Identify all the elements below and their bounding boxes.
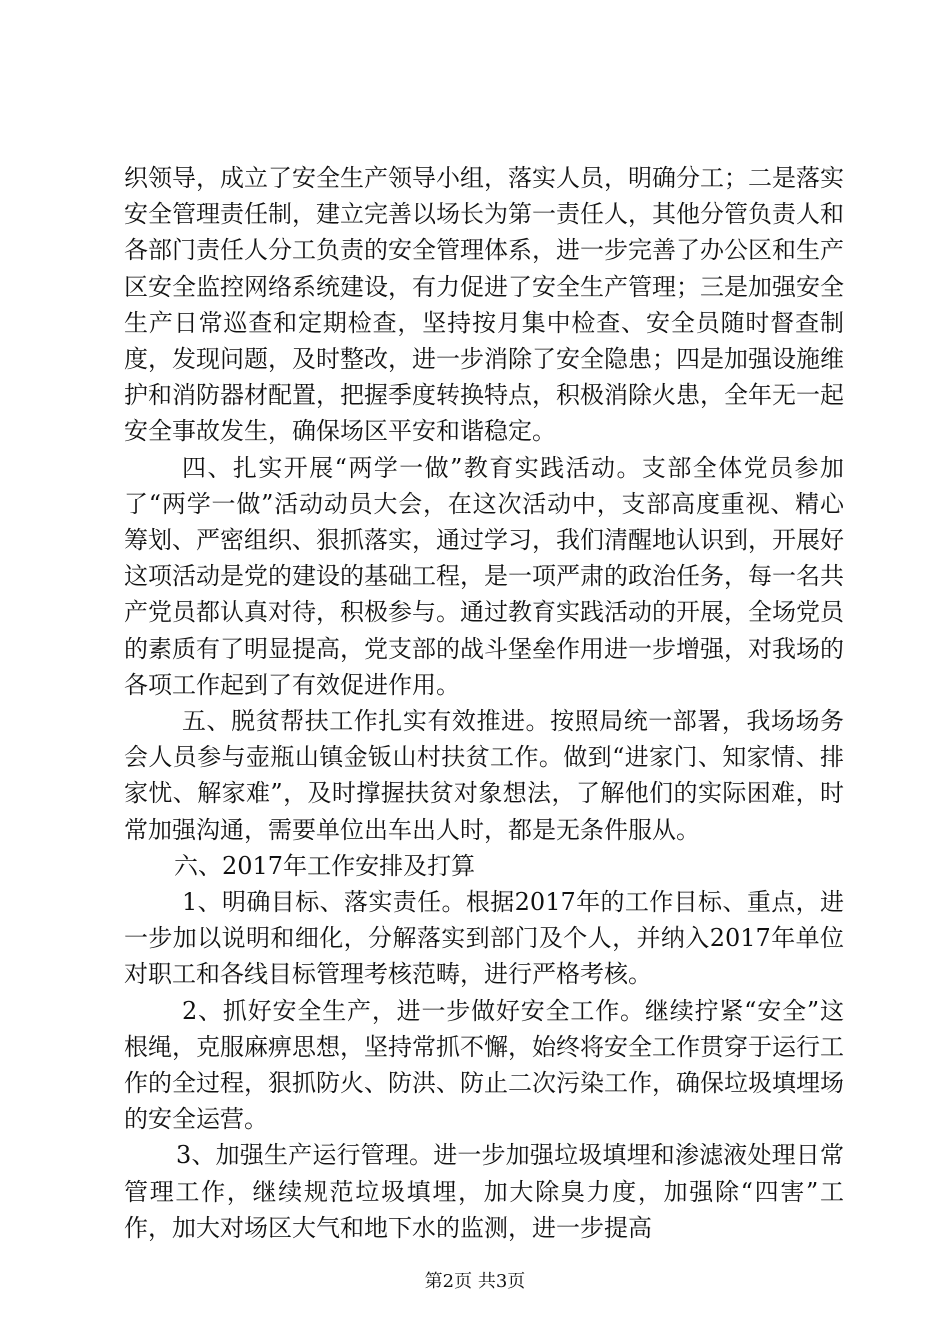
paragraph-item-three: 3、加强生产运行管理。进一步加强垃圾填埋和渗滤液处理日常管理工作，继续规范垃圾填埋，加大除臭力度，加强除“四害”工作，加大对场区大气和地下水的监测，进一步提高	[124, 1141, 844, 1242]
document-body	[124, 160, 844, 1246]
paragraph-safety-continued: 织领导，成立了安全生产领导小组，落实人员，明确分工；二是落实安全管理责任制，建立完善以场长为第一责任人，其他分管负责人和各部门责任人分工负责的安全管理体系，进一步完善了办公区和生产区安全监控网络系统建设，有力促进了安全生产管理；三是加强安全生产日常巡查和定期检查，坚持按月集中检查、安全员随时督查制度，发现问题，及时整改，进一步消除了安全隐患；四是加强设施维护和消防器材配置，把握季度转换特点，积极消除火患，全年无一起安全事故发生，确保场区平安和谐稳定。	[124, 164, 844, 446]
paragraph-item-two: 2、抓好安全生产，进一步做好安全工作。继续拧紧“安全”这根绳，克服麻痹思想，坚持常抓不懈，始终将安全工作贯穿于运行工作的全过程，狠抓防火、防洪、防止二次污染工作，确保垃圾填埋场的安全运营。	[124, 996, 844, 1134]
paragraph-item-one: 1、明确目标、落实责任。根据2017年的工作目标、重点，进一步加以说明和细化，分解落实到部门及个人，并纳入2017年单位对职工和各线目标管理考核范畴，进行严格考核。	[124, 888, 844, 989]
paragraph-section-four: 四、扎实开展“两学一做”教育实践活动。支部全体党员参加了“两学一做”活动动员大会，在这次活动中，支部高度重视、精心筹划、严密组织、狠抓落实，通过学习，我们清醒地认识到，开展好这项活动是党的建设的基础工程，是一项严肃的政治任务，每一名共产党员都认真对待，积极参与。通过教育实践活动的开展，全场党员的素质有了明显提高，党支部的战斗堡垒作用进一步增强，对我场的各项工作起到了有效促进作用。	[124, 453, 844, 699]
heading-section-six: 六、2017年工作安排及打算	[174, 851, 476, 880]
page-number-footer: 第2页 共3页	[424, 1271, 526, 1292]
paragraph-section-five: 五、脱贫帮扶工作扎实有效推进。按照局统一部署，我场场务会人员参与壶瓶山镇金钣山村扶贫工作。做到“进家门、知家情、排家忧、解家难”，及时撑握扶贫对象想法，了解他们的实际困难，时常加强沟通，需要单位出车出人时，都是无条件服从。	[124, 707, 844, 844]
